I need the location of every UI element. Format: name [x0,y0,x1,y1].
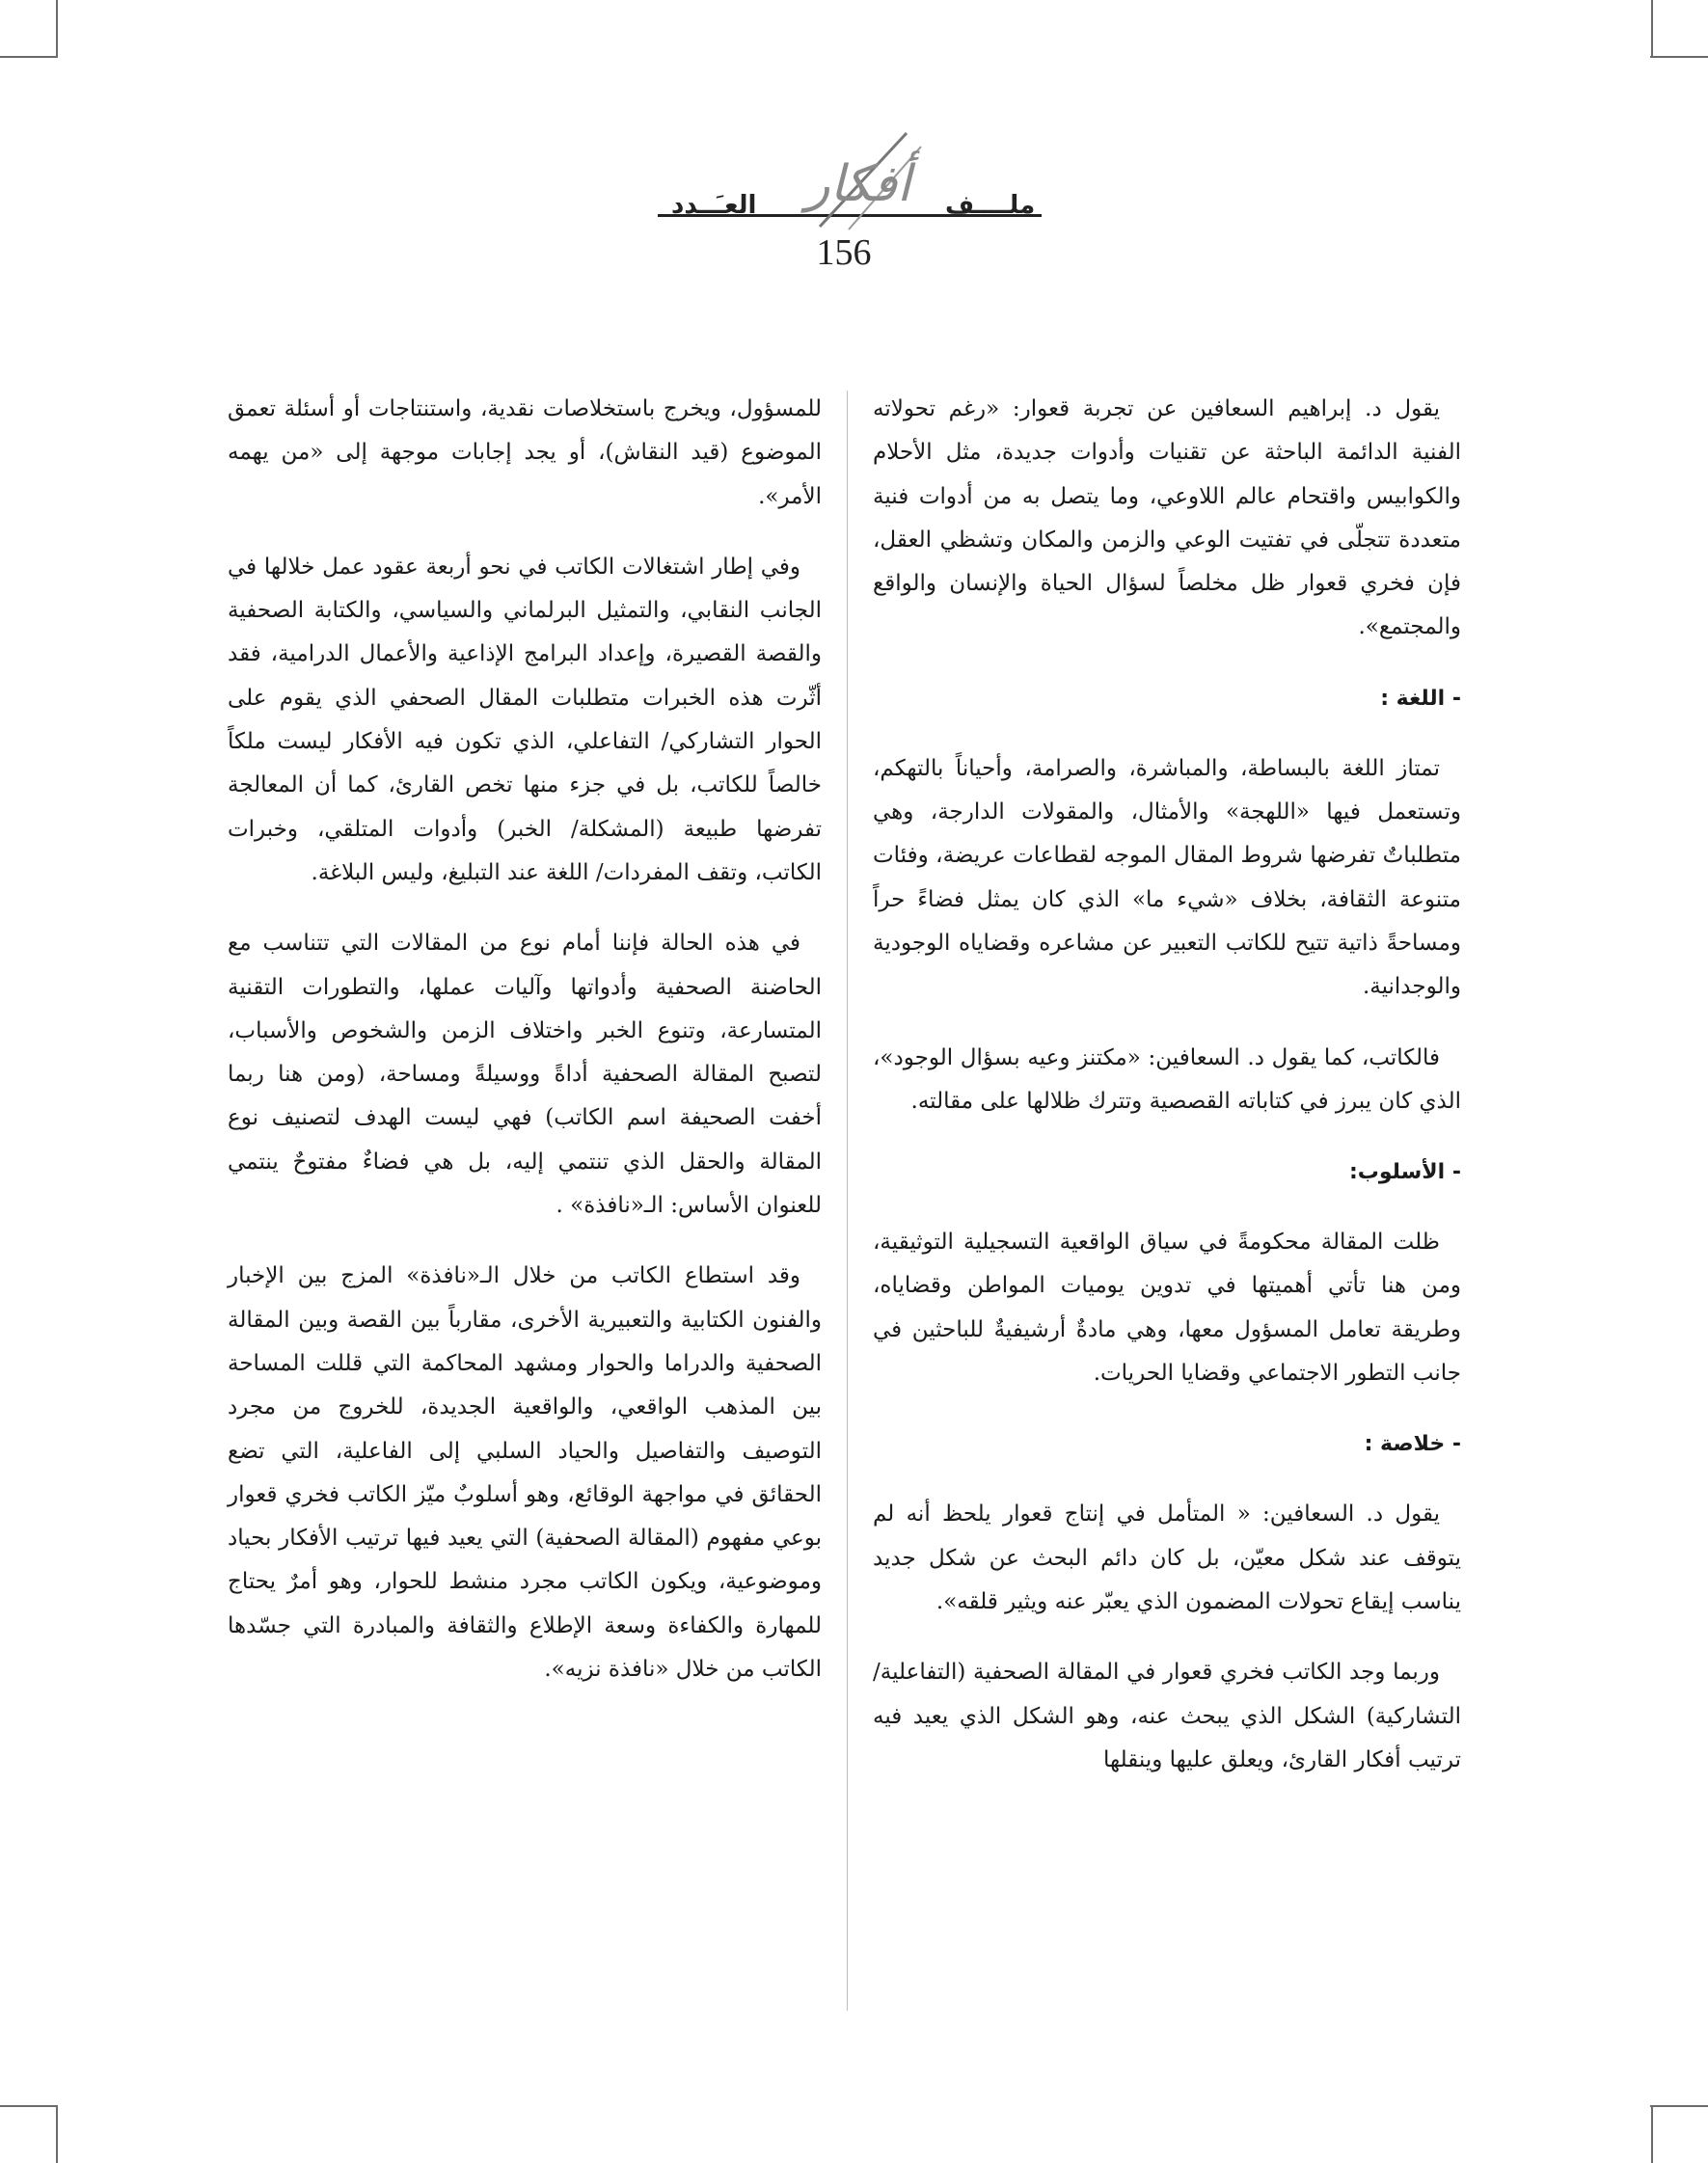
logo-wordmark: أفكار [805,155,911,213]
paragraph: وقد استطاع الكاتب من خلال الـ«نافذة» المزج بين الإخبار والفنون الكتابية والتعبيرية الأخرى، مقارباً بين القصة وبين المقالة الصحفية والدراما والحوار ومشهد المحاكمة التي قللت المساحة بين المذهب الواقعي، والواقعية الجديدة، للخروج من مجرد التوصيف والتفاصيل والحياد السلبي إلى الفاعلية، التي تضع الحقائق في مواجهة الوقائع، وهو أسلوبٌ ميّز الكاتب فخري قعوار بوعي مفهوم (المقالة الصحفية) التي يعيد فيها ترتيب الأفكار بحياد وموضوعية، ويكون الكاتب مجرد منشط للحوار، وهو أمرٌ يحتاج للمهارة والكفاءة وسعة الإطلاع والثقافة والمبادرة التي جسّدها الكاتب من خلال «نافذة نزيه». [228,1263,823,1683]
section-heading-language: - اللغة : [1380,686,1461,711]
paragraph: فالكاتب، كما يقول د. السعافين: «مكتنز وعيه بسؤال الوجود»، الذي كان يبرز في كتاباته القصصية وتترك ظلالها على مقالته. [873,1044,1461,1114]
crop-mark [1650,56,1708,58]
paragraph: للمسؤول، ويخرج باستخلاصات نقدية، واستنتاجات أو أسئلة تعمق الموضوع (قيد النقاش)، أو يجد إجابات موجهة إلى «من يهمه الأمر». [228,396,822,509]
page-number: 156 [816,232,872,273]
header-section-word: ملــــف [945,191,1036,220]
paragraph: تمتاز اللغة بالبساطة، والمباشرة، والصرامة، وأحياناً بالتهكم، وتستعمل فيها «اللهجة» والأمثال، والمقولات الدارجة، وهي متطلباتٌ تفرضها شروط المقال الموجه لقطاعات عريضة، وفئات متنوعة الثقافة، بخلاف «شيء ما» الذي كان يمثل فضاءً حراً ومساحةً ذاتية تتيح للكاتب التعبير عن مشاعره وقضاياه الوجودية والوجدانية. [873,755,1461,1000]
paragraph: وربما وجد الكاتب فخري قعوار في المقالة الصحفية (التفاعلية/ التشاركية) الشكل الذي يبحث عنه، وهو الشكل الذي يعيد فيه ترتيب أفكار القارئ، ويعلق عليها وينقلها [873,1660,1461,1772]
paragraph: في هذه الحالة فإننا أمام نوع من المقالات التي تتناسب مع الحاضنة الصحفية وأدواتها وآليات عملها، والتطورات التقنية المتسارعة، وتنوع الخبر واختلاف الزمن والشخوص والأسباب، لتصبح المقالة الصحفية أداةً ووسيلةً ومساحة، (ومن هنا ربما أخفت الصحيفة اسم الكاتب) فهي ليست الهدف لتصنيف نوع المقالة والحقل الذي تنتمي إليه، بل هي فضاءٌ مفتوحٌ ينتمي للعنوان الأساس: الـ«نافذة» . [228,931,822,1219]
afkar-logo [762,125,955,231]
paragraph: ظلت المقالة محكومةً في سياق الواقعية التسجيلية التوثيقية، ومن هنا تأتي أهميتها في تدوين يوميات المواطن وقضاياه، وطريقة تعامل المسؤول معها، وهي مادةٌ أرشيفيةٌ للباحثين في جانب التطور الاجتماعي وقضايا الحريات. [873,1230,1461,1387]
column-divider [847,391,848,2011]
crop-mark [56,2105,58,2163]
crop-mark [0,2105,58,2107]
right-column [873,388,1461,1809]
paragraph: يقول د. السعافين: « المتأمل في إنتاج قعوار يلحظ أنه لم يتوقف عند شكل معيّن، بل كان دائم البحث عن شكل جديد يناسب إيقاع تحولات المضمون الذي يعبّر عنه ويثير قلقه». [873,1501,1461,1614]
crop-mark [56,0,58,58]
paragraph: يقول د. إبراهيم السعافين عن تجربة قعوار: «رغم تحولاته الفنية الدائمة الباحثة عن تقنيات وأدوات جديدة، مثل الأحلام والكوابيس واقتحام عالم اللاوعي، وما يتصل به من أدوات فنية متعددة تتجلّى في تفتيت الوعي والزمن والمكان وتشظي العقل، فإن فخري قعوار ظل مخلصاً لسؤال الحياة والإنسان والواقع والمجتمع». [873,396,1461,640]
crop-mark [0,56,58,58]
crop-mark [1651,0,1653,58]
paragraph: وفي إطار اشتغالات الكاتب في نحو أربعة عقود عمل خلالها في الجانب النقابي، والتمثيل البرلماني والسياسي، والكتابة الصحفية والقصة القصيرة، وإعداد البرامج الإذاعية والأعمال الدرامية، فقد أثّرت هذه الخبرات متطلبات المقال الصحفي الذي يقوم على الحوار التشاركي/ التفاعلي، الذي تكون فيه الأفكار ليست ملكاً خالصاً للكاتب، بل في جزء منها تخص القارئ، كما أن المعالجة تفرضها طبيعة (المشكلة/ الخبر) وأدوات المتلقي، وخبرات الكاتب، وتقف المفردات/ اللغة عند التبليغ، وليس البلاغة. [228,554,822,885]
crop-mark [1650,2105,1708,2107]
header-issue-word: العـَــدد [671,191,757,220]
left-column [228,388,822,1718]
crop-mark [1651,2105,1653,2163]
section-heading-style: - الأسلوب: [1348,1160,1461,1185]
section-heading-summary: - خلاصة : [1364,1432,1461,1457]
